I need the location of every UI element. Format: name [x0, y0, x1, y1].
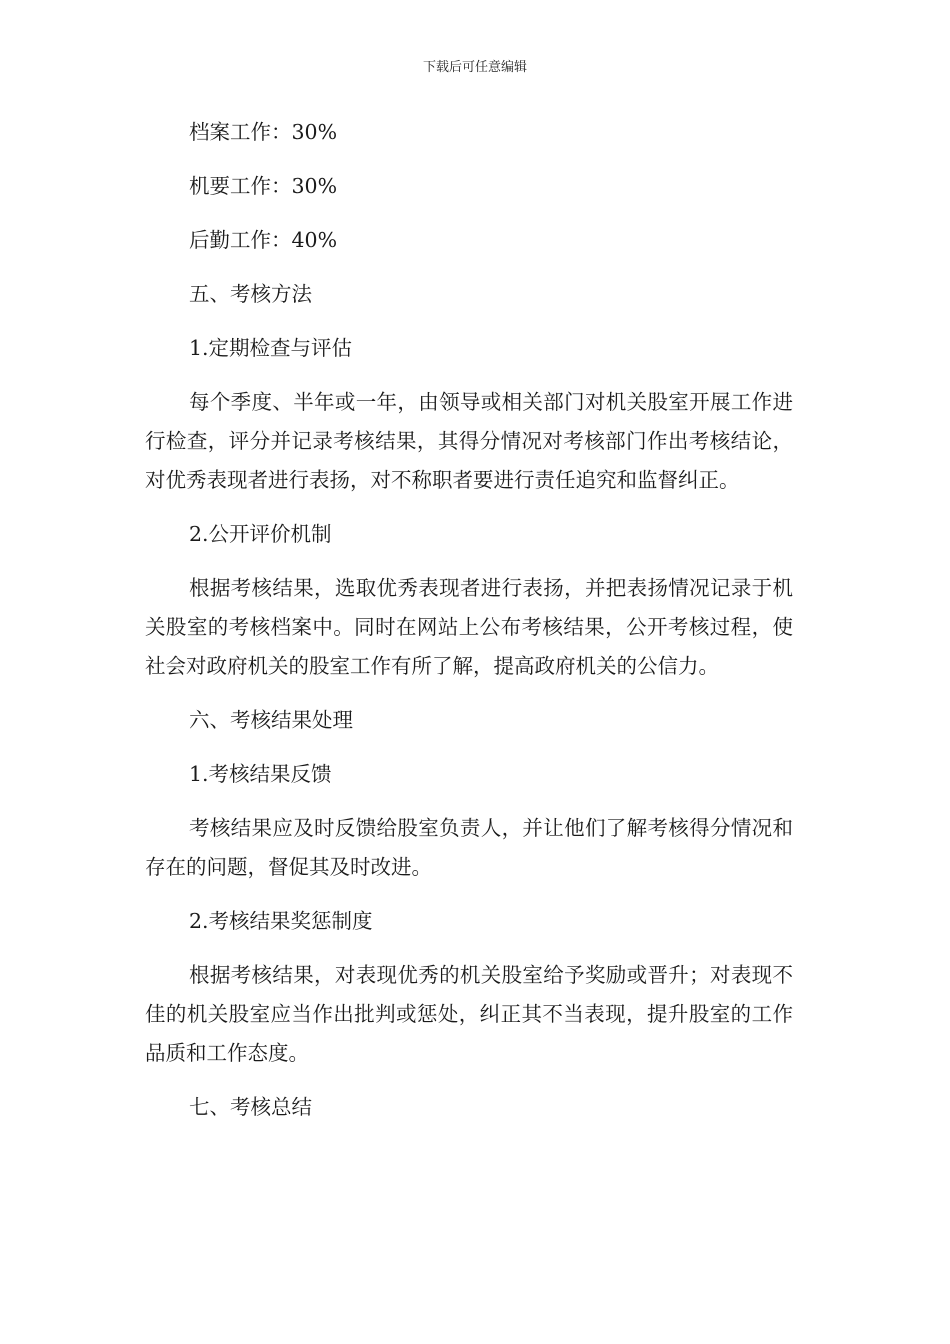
- subheading-5-1: 1.定期检查与评估: [189, 336, 353, 360]
- subheading-5-2: 2.公开评价机制: [189, 522, 332, 546]
- subheading-6-2: 2.考核结果奖惩制度: [189, 909, 373, 933]
- section-heading-5: 五、考核方法: [189, 282, 312, 306]
- paragraph-reward-punishment: 根据考核结果，对表现优秀的机关股室给予奖励或晋升；对表现不佳的机关股室应当作出批判或惩处，纠正其不当表现，提升股室的工作品质和工作态度。: [145, 963, 793, 1065]
- section-heading-7: 七、考核总结: [189, 1095, 312, 1119]
- paragraph-public-evaluation: 根据考核结果，选取优秀表现者进行表扬，并把表扬情况记录于机关股室的考核档案中。同时在网站上公布考核结果，公开考核过程，使社会对政府机关的股室工作有所了解，提高政府机关的公信力。: [145, 576, 793, 678]
- subheading-6-1: 1.考核结果反馈: [189, 762, 332, 786]
- logistics-work-weight: 后勤工作：40%: [189, 228, 338, 252]
- paragraph-result-feedback: 考核结果应及时反馈给股室负责人，并让他们了解考核得分情况和存在的问题，督促其及时改进。: [145, 816, 793, 879]
- archive-work-weight: 档案工作：30%: [189, 120, 338, 144]
- section-heading-6: 六、考核结果处理: [189, 708, 353, 732]
- confidential-work-weight: 机要工作：30%: [189, 174, 338, 198]
- page-header: 下载后可任意编辑: [422, 60, 527, 75]
- document-body: [145, 113, 793, 1142]
- paragraph-periodic-inspection: 每个季度、半年或一年，由领导或相关部门对机关股室开展工作进行检查，评分并记录考核结果，其得分情况对考核部门作出考核结论，对优秀表现者进行表扬，对不称职者要进行责任追究和监督纠正。: [145, 390, 793, 492]
